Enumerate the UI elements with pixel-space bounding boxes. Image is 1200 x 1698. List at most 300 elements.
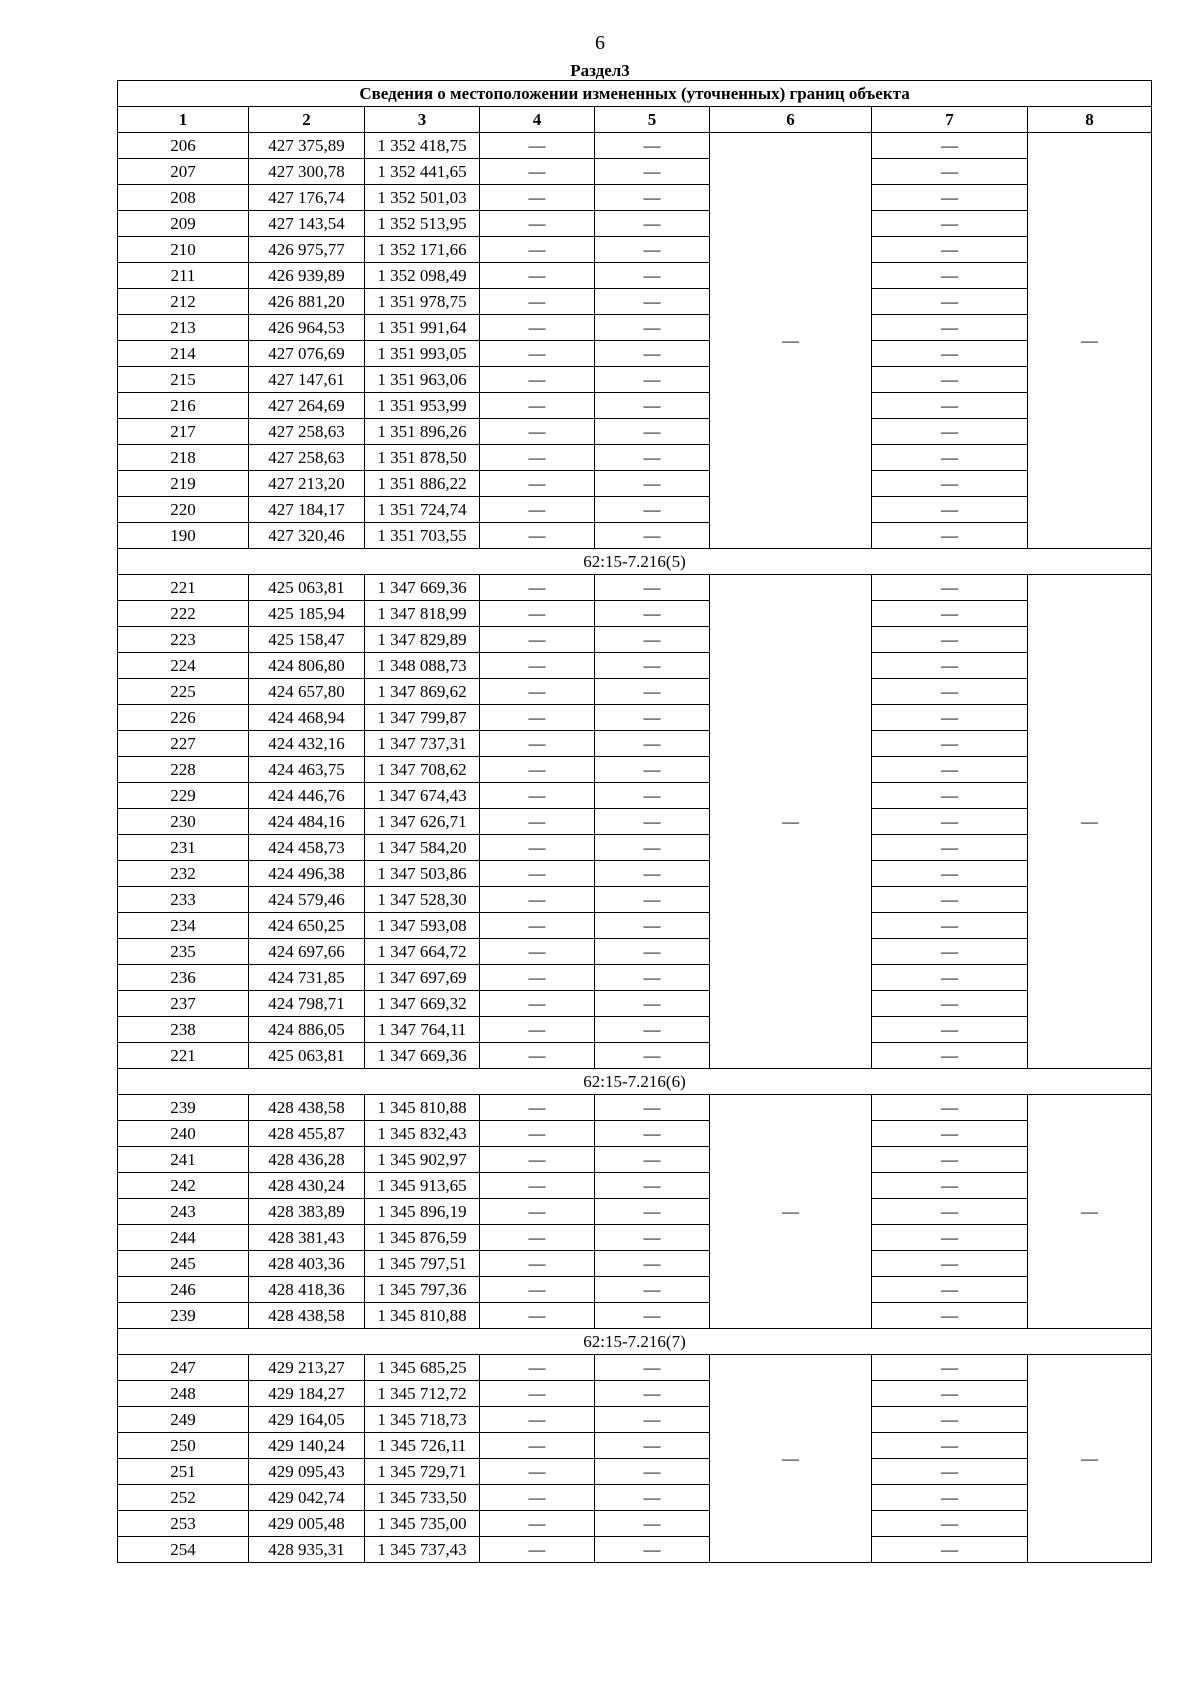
point-number: 216 bbox=[118, 393, 249, 419]
col5-dash: — bbox=[595, 1485, 710, 1511]
col7-dash: — bbox=[872, 1277, 1028, 1303]
col4-dash: — bbox=[480, 523, 595, 549]
coord-y: 1 351 963,06 bbox=[365, 367, 480, 393]
col5-dash: — bbox=[595, 367, 710, 393]
col4-dash: — bbox=[480, 731, 595, 757]
col7-dash: — bbox=[872, 1459, 1028, 1485]
col4-dash: — bbox=[480, 497, 595, 523]
coord-x: 428 418,36 bbox=[249, 1277, 365, 1303]
table-row bbox=[118, 991, 1152, 1017]
point-number: 206 bbox=[118, 133, 249, 159]
coord-y: 1 347 669,36 bbox=[365, 1043, 480, 1069]
col7-dash: — bbox=[872, 1303, 1028, 1329]
col5-dash: — bbox=[595, 1459, 710, 1485]
col5-dash: — bbox=[595, 861, 710, 887]
col5-dash: — bbox=[595, 523, 710, 549]
coord-x: 429 095,43 bbox=[249, 1459, 365, 1485]
coord-x: 425 185,94 bbox=[249, 601, 365, 627]
table-row bbox=[118, 965, 1152, 991]
col7-dash: — bbox=[872, 991, 1028, 1017]
col7-dash: — bbox=[872, 445, 1028, 471]
col5-dash: — bbox=[595, 679, 710, 705]
coord-y: 1 345 685,25 bbox=[365, 1355, 480, 1381]
point-number: 244 bbox=[118, 1225, 249, 1251]
table-row bbox=[118, 1121, 1152, 1147]
coord-x: 427 258,63 bbox=[249, 419, 365, 445]
coord-x: 426 975,77 bbox=[249, 237, 365, 263]
col7-dash: — bbox=[872, 887, 1028, 913]
col4-dash: — bbox=[480, 1017, 595, 1043]
coord-y: 1 347 664,72 bbox=[365, 939, 480, 965]
point-number: 221 bbox=[118, 1043, 249, 1069]
col6-merged-dash: — bbox=[710, 575, 872, 1069]
table-row bbox=[118, 1251, 1152, 1277]
col7-dash: — bbox=[872, 575, 1028, 601]
col5-dash: — bbox=[595, 263, 710, 289]
point-number: 220 bbox=[118, 497, 249, 523]
coord-x: 425 063,81 bbox=[249, 575, 365, 601]
table-row bbox=[118, 1355, 1152, 1381]
col7-dash: — bbox=[872, 1173, 1028, 1199]
col8-merged-dash: — bbox=[1028, 133, 1152, 549]
col7-dash: — bbox=[872, 809, 1028, 835]
coord-x: 426 881,20 bbox=[249, 289, 365, 315]
coord-x: 429 164,05 bbox=[249, 1407, 365, 1433]
col7-dash: — bbox=[872, 1225, 1028, 1251]
col7-dash: — bbox=[872, 861, 1028, 887]
col4-dash: — bbox=[480, 419, 595, 445]
coord-y: 1 351 993,05 bbox=[365, 341, 480, 367]
table-row bbox=[118, 1199, 1152, 1225]
table-row bbox=[118, 1485, 1152, 1511]
coord-x: 427 213,20 bbox=[249, 471, 365, 497]
coord-x: 424 458,73 bbox=[249, 835, 365, 861]
point-number: 234 bbox=[118, 913, 249, 939]
coord-y: 1 352 171,66 bbox=[365, 237, 480, 263]
column-number-5: 5 bbox=[595, 107, 710, 133]
coord-y: 1 345 733,50 bbox=[365, 1485, 480, 1511]
col5-dash: — bbox=[595, 913, 710, 939]
coord-y: 1 347 799,87 bbox=[365, 705, 480, 731]
col5-dash: — bbox=[595, 419, 710, 445]
col6-merged-dash: — bbox=[710, 1095, 872, 1329]
table-row bbox=[118, 1277, 1152, 1303]
table-row bbox=[118, 913, 1152, 939]
table-row bbox=[118, 211, 1152, 237]
col4-dash: — bbox=[480, 1251, 595, 1277]
col5-dash: — bbox=[595, 1147, 710, 1173]
point-number: 240 bbox=[118, 1121, 249, 1147]
col4-dash: — bbox=[480, 237, 595, 263]
col5-dash: — bbox=[595, 835, 710, 861]
coord-y: 1 347 626,71 bbox=[365, 809, 480, 835]
col7-dash: — bbox=[872, 627, 1028, 653]
col4-dash: — bbox=[480, 1485, 595, 1511]
table-row bbox=[118, 1043, 1152, 1069]
col7-dash: — bbox=[872, 185, 1028, 211]
col7-dash: — bbox=[872, 1537, 1028, 1563]
point-number: 226 bbox=[118, 705, 249, 731]
col7-dash: — bbox=[872, 1199, 1028, 1225]
col7-dash: — bbox=[872, 237, 1028, 263]
table-row bbox=[118, 1225, 1152, 1251]
coord-y: 1 345 735,00 bbox=[365, 1511, 480, 1537]
col4-dash: — bbox=[480, 809, 595, 835]
coord-y: 1 351 991,64 bbox=[365, 315, 480, 341]
coord-y: 1 351 703,55 bbox=[365, 523, 480, 549]
col4-dash: — bbox=[480, 1095, 595, 1121]
coord-y: 1 345 718,73 bbox=[365, 1407, 480, 1433]
col4-dash: — bbox=[480, 445, 595, 471]
table-row bbox=[118, 1381, 1152, 1407]
col4-dash: — bbox=[480, 679, 595, 705]
col4-dash: — bbox=[480, 1173, 595, 1199]
col5-dash: — bbox=[595, 1303, 710, 1329]
point-number: 212 bbox=[118, 289, 249, 315]
col5-dash: — bbox=[595, 445, 710, 471]
col5-dash: — bbox=[595, 471, 710, 497]
point-number: 250 bbox=[118, 1433, 249, 1459]
coord-x: 427 375,89 bbox=[249, 133, 365, 159]
coord-y: 1 345 737,43 bbox=[365, 1537, 480, 1563]
section-title: Раздел3 bbox=[570, 61, 630, 80]
table-row bbox=[118, 1459, 1152, 1485]
col4-dash: — bbox=[480, 757, 595, 783]
col6-merged-dash: — bbox=[710, 1355, 872, 1563]
col5-dash: — bbox=[595, 1173, 710, 1199]
coord-y: 1 345 729,71 bbox=[365, 1459, 480, 1485]
col5-dash: — bbox=[595, 965, 710, 991]
col7-dash: — bbox=[872, 705, 1028, 731]
coord-y: 1 347 593,08 bbox=[365, 913, 480, 939]
table-row bbox=[118, 731, 1152, 757]
coord-y: 1 347 584,20 bbox=[365, 835, 480, 861]
coord-x: 424 650,25 bbox=[249, 913, 365, 939]
col4-dash: — bbox=[480, 393, 595, 419]
col7-dash: — bbox=[872, 835, 1028, 861]
table-row bbox=[118, 523, 1152, 549]
point-number: 190 bbox=[118, 523, 249, 549]
col4-dash: — bbox=[480, 1511, 595, 1537]
col8-merged-dash: — bbox=[1028, 1355, 1152, 1563]
coord-y: 1 347 818,99 bbox=[365, 601, 480, 627]
coord-y: 1 345 726,11 bbox=[365, 1433, 480, 1459]
point-number: 221 bbox=[118, 575, 249, 601]
column-number-7: 7 bbox=[872, 107, 1028, 133]
table-row bbox=[118, 1147, 1152, 1173]
col5-dash: — bbox=[595, 211, 710, 237]
coord-x: 428 455,87 bbox=[249, 1121, 365, 1147]
col4-dash: — bbox=[480, 1225, 595, 1251]
group-header-row bbox=[118, 1069, 1152, 1095]
coord-x: 427 184,17 bbox=[249, 497, 365, 523]
col5-dash: — bbox=[595, 237, 710, 263]
coord-y: 1 345 913,65 bbox=[365, 1173, 480, 1199]
point-number: 239 bbox=[118, 1303, 249, 1329]
page-number: 6 bbox=[595, 32, 605, 54]
col4-dash: — bbox=[480, 887, 595, 913]
point-number: 236 bbox=[118, 965, 249, 991]
table-row bbox=[118, 133, 1152, 159]
col4-dash: — bbox=[480, 835, 595, 861]
table-row bbox=[118, 315, 1152, 341]
col4-dash: — bbox=[480, 1199, 595, 1225]
col5-dash: — bbox=[595, 1433, 710, 1459]
col7-dash: — bbox=[872, 965, 1028, 991]
coord-y: 1 345 810,88 bbox=[365, 1303, 480, 1329]
col5-dash: — bbox=[595, 1121, 710, 1147]
col7-dash: — bbox=[872, 523, 1028, 549]
table-row bbox=[118, 835, 1152, 861]
coord-y: 1 347 737,31 bbox=[365, 731, 480, 757]
col7-dash: — bbox=[872, 1407, 1028, 1433]
coord-y: 1 345 896,19 bbox=[365, 1199, 480, 1225]
col4-dash: — bbox=[480, 913, 595, 939]
table-row bbox=[118, 289, 1152, 315]
column-number-2: 2 bbox=[249, 107, 365, 133]
col7-dash: — bbox=[872, 1095, 1028, 1121]
table-row bbox=[118, 575, 1152, 601]
col4-dash: — bbox=[480, 627, 595, 653]
coord-x: 428 436,28 bbox=[249, 1147, 365, 1173]
coord-y: 1 347 708,62 bbox=[365, 757, 480, 783]
coord-y: 1 352 418,75 bbox=[365, 133, 480, 159]
coord-y: 1 351 978,75 bbox=[365, 289, 480, 315]
coord-y: 1 347 674,43 bbox=[365, 783, 480, 809]
col5-dash: — bbox=[595, 783, 710, 809]
col7-dash: — bbox=[872, 1485, 1028, 1511]
col5-dash: — bbox=[595, 601, 710, 627]
col5-dash: — bbox=[595, 1095, 710, 1121]
col4-dash: — bbox=[480, 991, 595, 1017]
col4-dash: — bbox=[480, 315, 595, 341]
col5-dash: — bbox=[595, 289, 710, 315]
col5-dash: — bbox=[595, 1017, 710, 1043]
coord-y: 1 348 088,73 bbox=[365, 653, 480, 679]
table-row bbox=[118, 263, 1152, 289]
coord-y: 1 345 832,43 bbox=[365, 1121, 480, 1147]
table-row bbox=[118, 419, 1152, 445]
point-number: 225 bbox=[118, 679, 249, 705]
col5-dash: — bbox=[595, 939, 710, 965]
coord-y: 1 347 829,89 bbox=[365, 627, 480, 653]
col4-dash: — bbox=[480, 159, 595, 185]
table-row bbox=[118, 471, 1152, 497]
col4-dash: — bbox=[480, 1277, 595, 1303]
group-label: 62:15-7.216(7) bbox=[118, 1329, 1152, 1355]
point-number: 235 bbox=[118, 939, 249, 965]
table-row bbox=[118, 627, 1152, 653]
col5-dash: — bbox=[595, 185, 710, 211]
coord-y: 1 345 797,36 bbox=[365, 1277, 480, 1303]
col7-dash: — bbox=[872, 1017, 1028, 1043]
col7-dash: — bbox=[872, 367, 1028, 393]
coord-x: 424 798,71 bbox=[249, 991, 365, 1017]
col4-dash: — bbox=[480, 1407, 595, 1433]
coord-y: 1 345 797,51 bbox=[365, 1251, 480, 1277]
point-number: 214 bbox=[118, 341, 249, 367]
coord-x: 427 076,69 bbox=[249, 341, 365, 367]
coord-y: 1 352 441,65 bbox=[365, 159, 480, 185]
table-row bbox=[118, 1095, 1152, 1121]
col4-dash: — bbox=[480, 575, 595, 601]
table-row bbox=[118, 653, 1152, 679]
coord-x: 424 484,16 bbox=[249, 809, 365, 835]
col8-merged-dash: — bbox=[1028, 1095, 1152, 1329]
coord-x: 426 939,89 bbox=[249, 263, 365, 289]
point-number: 253 bbox=[118, 1511, 249, 1537]
coord-x: 424 657,80 bbox=[249, 679, 365, 705]
point-number: 223 bbox=[118, 627, 249, 653]
coord-y: 1 352 513,95 bbox=[365, 211, 480, 237]
point-number: 254 bbox=[118, 1537, 249, 1563]
col7-dash: — bbox=[872, 497, 1028, 523]
coord-y: 1 347 669,36 bbox=[365, 575, 480, 601]
coord-y: 1 347 869,62 bbox=[365, 679, 480, 705]
col5-dash: — bbox=[595, 1407, 710, 1433]
col4-dash: — bbox=[480, 601, 595, 627]
col7-dash: — bbox=[872, 1121, 1028, 1147]
coordinates-table bbox=[117, 80, 1152, 1563]
col4-dash: — bbox=[480, 1355, 595, 1381]
col7-dash: — bbox=[872, 1251, 1028, 1277]
coord-x: 424 731,85 bbox=[249, 965, 365, 991]
col5-dash: — bbox=[595, 1537, 710, 1563]
coord-x: 424 432,16 bbox=[249, 731, 365, 757]
col7-dash: — bbox=[872, 1355, 1028, 1381]
col7-dash: — bbox=[872, 133, 1028, 159]
point-number: 218 bbox=[118, 445, 249, 471]
col7-dash: — bbox=[872, 1511, 1028, 1537]
col7-dash: — bbox=[872, 601, 1028, 627]
table-row bbox=[118, 159, 1152, 185]
point-number: 245 bbox=[118, 1251, 249, 1277]
col7-dash: — bbox=[872, 913, 1028, 939]
coord-x: 424 697,66 bbox=[249, 939, 365, 965]
coord-y: 1 345 712,72 bbox=[365, 1381, 480, 1407]
table-row bbox=[118, 757, 1152, 783]
point-number: 238 bbox=[118, 1017, 249, 1043]
col4-dash: — bbox=[480, 1433, 595, 1459]
point-number: 232 bbox=[118, 861, 249, 887]
col5-dash: — bbox=[595, 887, 710, 913]
table-row bbox=[118, 783, 1152, 809]
col5-dash: — bbox=[595, 731, 710, 757]
table-row bbox=[118, 705, 1152, 731]
col5-dash: — bbox=[595, 809, 710, 835]
col4-dash: — bbox=[480, 705, 595, 731]
column-number-6: 6 bbox=[710, 107, 872, 133]
table-body bbox=[118, 133, 1152, 1563]
coord-x: 427 264,69 bbox=[249, 393, 365, 419]
col7-dash: — bbox=[872, 1381, 1028, 1407]
coord-y: 1 351 724,74 bbox=[365, 497, 480, 523]
table-row bbox=[118, 497, 1152, 523]
point-number: 251 bbox=[118, 1459, 249, 1485]
table-row bbox=[118, 445, 1152, 471]
col5-dash: — bbox=[595, 1277, 710, 1303]
coord-x: 428 438,58 bbox=[249, 1303, 365, 1329]
coord-x: 424 806,80 bbox=[249, 653, 365, 679]
col7-dash: — bbox=[872, 159, 1028, 185]
column-number-8: 8 bbox=[1028, 107, 1152, 133]
column-number-1: 1 bbox=[118, 107, 249, 133]
col5-dash: — bbox=[595, 497, 710, 523]
coord-y: 1 351 953,99 bbox=[365, 393, 480, 419]
col7-dash: — bbox=[872, 211, 1028, 237]
coord-x: 428 383,89 bbox=[249, 1199, 365, 1225]
table-row bbox=[118, 1433, 1152, 1459]
col5-dash: — bbox=[595, 705, 710, 731]
coord-y: 1 351 878,50 bbox=[365, 445, 480, 471]
coord-x: 424 463,75 bbox=[249, 757, 365, 783]
col5-dash: — bbox=[595, 393, 710, 419]
point-number: 207 bbox=[118, 159, 249, 185]
coord-y: 1 351 896,26 bbox=[365, 419, 480, 445]
coord-y: 1 352 501,03 bbox=[365, 185, 480, 211]
point-number: 209 bbox=[118, 211, 249, 237]
column-numbers-row bbox=[118, 107, 1152, 133]
coord-y: 1 345 902,97 bbox=[365, 1147, 480, 1173]
table-caption: Сведения о местоположении измененных (уточненных) границ объекта bbox=[118, 81, 1152, 107]
col6-merged-dash: — bbox=[710, 133, 872, 549]
coord-y: 1 351 886,22 bbox=[365, 471, 480, 497]
coord-x: 429 213,27 bbox=[249, 1355, 365, 1381]
point-number: 215 bbox=[118, 367, 249, 393]
point-number: 233 bbox=[118, 887, 249, 913]
point-number: 243 bbox=[118, 1199, 249, 1225]
col5-dash: — bbox=[595, 341, 710, 367]
coord-x: 424 886,05 bbox=[249, 1017, 365, 1043]
group-label: 62:15-7.216(5) bbox=[118, 549, 1152, 575]
point-number: 224 bbox=[118, 653, 249, 679]
col4-dash: — bbox=[480, 1459, 595, 1485]
col4-dash: — bbox=[480, 1147, 595, 1173]
col5-dash: — bbox=[595, 575, 710, 601]
col5-dash: — bbox=[595, 757, 710, 783]
point-number: 210 bbox=[118, 237, 249, 263]
col4-dash: — bbox=[480, 861, 595, 887]
coord-x: 428 430,24 bbox=[249, 1173, 365, 1199]
table-row bbox=[118, 861, 1152, 887]
point-number: 248 bbox=[118, 1381, 249, 1407]
col5-dash: — bbox=[595, 1251, 710, 1277]
col4-dash: — bbox=[480, 1537, 595, 1563]
coord-y: 1 345 876,59 bbox=[365, 1225, 480, 1251]
col4-dash: — bbox=[480, 1381, 595, 1407]
col4-dash: — bbox=[480, 1121, 595, 1147]
table-row bbox=[118, 393, 1152, 419]
col4-dash: — bbox=[480, 783, 595, 809]
col5-dash: — bbox=[595, 1511, 710, 1537]
point-number: 208 bbox=[118, 185, 249, 211]
col7-dash: — bbox=[872, 471, 1028, 497]
col5-dash: — bbox=[595, 991, 710, 1017]
coord-x: 424 468,94 bbox=[249, 705, 365, 731]
coord-x: 424 496,38 bbox=[249, 861, 365, 887]
coord-x: 425 063,81 bbox=[249, 1043, 365, 1069]
col4-dash: — bbox=[480, 341, 595, 367]
point-number: 228 bbox=[118, 757, 249, 783]
column-number-3: 3 bbox=[365, 107, 480, 133]
col7-dash: — bbox=[872, 783, 1028, 809]
point-number: 242 bbox=[118, 1173, 249, 1199]
table-row bbox=[118, 1511, 1152, 1537]
table-row bbox=[118, 939, 1152, 965]
coord-x: 424 579,46 bbox=[249, 887, 365, 913]
col4-dash: — bbox=[480, 965, 595, 991]
point-number: 247 bbox=[118, 1355, 249, 1381]
